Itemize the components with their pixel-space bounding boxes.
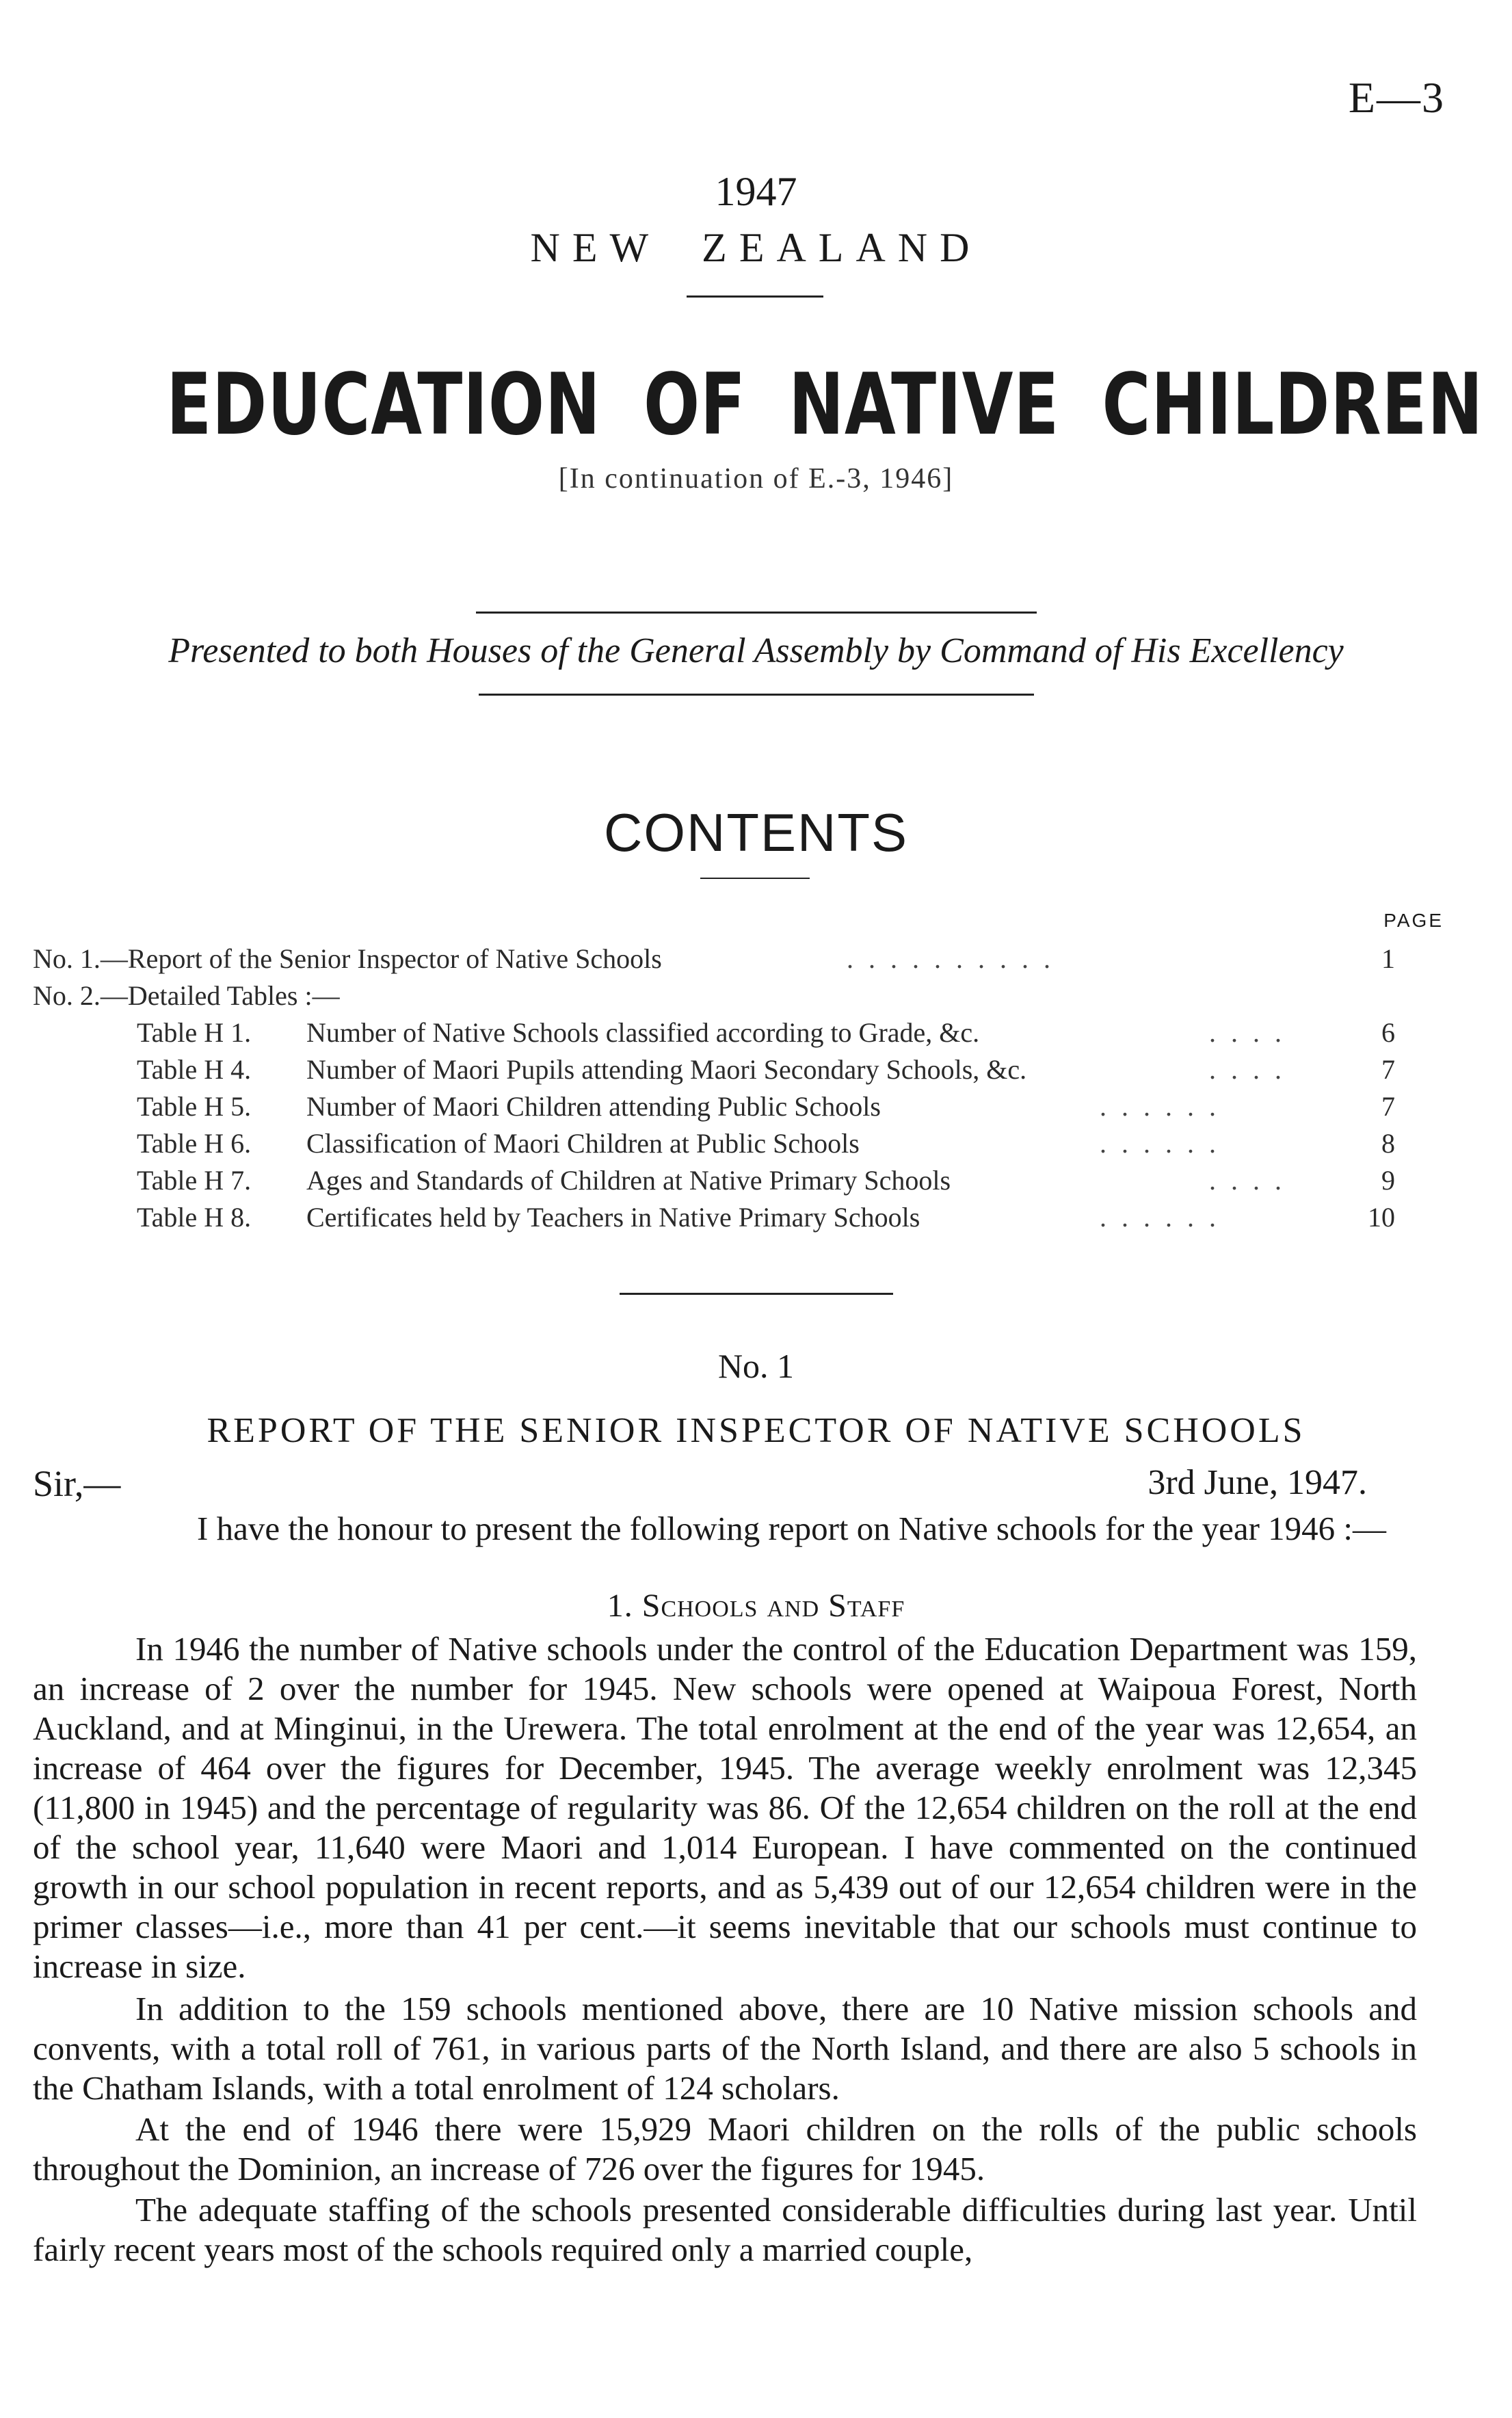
toc-entry-label: Table H 5.	[137, 1091, 252, 1122]
report-year: 1947	[715, 169, 797, 214]
toc-entry[interactable]	[33, 943, 1395, 977]
toc-entry[interactable]	[33, 1164, 1395, 1198]
toc-entry-label: No. 1.—Report of the Senior Inspector of Native Schools	[33, 943, 662, 974]
toc-entry-label: Table H 7.	[137, 1165, 252, 1196]
toc-entry[interactable]	[33, 1201, 1395, 1235]
toc-entry-page: 1	[1381, 943, 1395, 974]
toc-entry-page: 7	[1381, 1054, 1395, 1085]
toc-entry-page: 6	[1381, 1017, 1395, 1048]
intro-paragraph: I have the honour to present the following report on Native schools for the year 1946 :—	[197, 1510, 1387, 1547]
country-word-1: NEW	[530, 225, 661, 270]
report-number: No. 1	[717, 1347, 795, 1385]
title-word-4: CHILDREN	[1102, 356, 1484, 454]
toc-entry-page: 10	[1368, 1202, 1395, 1233]
document-title	[166, 356, 1484, 454]
toc-entry	[33, 980, 1395, 1014]
body-paragraph-3: At the end of 1946 there were 15,929 Maori children on the rolls of the public schools throughout the Dominion, an increase of 726 over the figures for 1945.	[33, 2110, 1417, 2187]
toc-entry[interactable]	[33, 1016, 1395, 1051]
toc-entry-title: Number of Maori Pupils attending Maori Secondary Schools, &c.	[306, 1054, 1027, 1085]
toc-entry-label: Table H 6.	[137, 1128, 252, 1159]
header-divider	[687, 295, 823, 298]
toc-leader-dots: . . . . . . . . . .	[847, 943, 1055, 974]
toc-leader-dots: . . . . . .	[1100, 1202, 1220, 1233]
toc-entry-label: No. 2.—Detailed Tables :—	[33, 980, 340, 1011]
presented-rule-bottom	[479, 694, 1034, 696]
toc-entry-label: Table H 1.	[137, 1017, 252, 1048]
contents-heading: CONTENTS	[604, 802, 908, 863]
title-word-1: EDUCATION	[166, 356, 601, 454]
contents-divider	[700, 878, 810, 879]
body-paragraph-4: The adequate staffing of the schools presented considerable difficulties during last year. Until fairly recent years most of the schools required only a married couple,	[33, 2191, 1417, 2268]
toc-entry[interactable]	[33, 1053, 1395, 1088]
toc-entry-label: Table H 8.	[137, 1202, 252, 1233]
title-word-2: OF	[643, 356, 746, 454]
presented-rule-top	[476, 612, 1037, 614]
document-subtitle: [In continuation of E.-3, 1946]	[558, 463, 954, 495]
toc-leader-dots: . . . . . .	[1100, 1091, 1220, 1122]
toc-entry-page: 9	[1381, 1165, 1395, 1196]
toc-leader-dots: . . . .	[1209, 1054, 1286, 1085]
letter-date: 3rd June, 1947.	[1148, 1463, 1367, 1502]
toc-entry-label: Table H 4.	[137, 1054, 252, 1085]
toc-entry-page: 7	[1381, 1091, 1395, 1122]
toc-entry[interactable]	[33, 1090, 1395, 1125]
toc-leader-dots: . . . .	[1209, 1017, 1286, 1048]
report-title: REPORT OF THE SENIOR INSPECTOR OF NATIVE SCHOOLS	[207, 1411, 1305, 1450]
toc-entry-title: Number of Native Schools classified according to Grade, &c.	[306, 1017, 980, 1048]
country-word-2: ZEALAND	[702, 225, 982, 270]
presented-line: Presented to both Houses of the General Assembly by Command of His Excellency	[168, 631, 1344, 670]
body-paragraph-2: In addition to the 159 schools mentioned above, there are 10 Native mission schools and convents, with a total roll of 761, in various parts of the North Island, and there are also 5 schools in the Chatham Islands, with a total enrolment of 124 scholars.	[33, 1990, 1417, 2107]
salutation: Sir,—	[33, 1463, 121, 1504]
toc-entry-title: Number of Maori Children attending Public Schools	[306, 1091, 881, 1122]
page-column-label: PAGE	[1383, 910, 1444, 931]
toc-entry-title: Ages and Standards of Children at Native Primary Schools	[306, 1165, 951, 1196]
toc-entry-title: Classification of Maori Children at Public Schools	[306, 1128, 860, 1159]
body-paragraph-1: In 1946 the number of Native schools under the control of the Education Department was 159, an increase of 2 over the number for 1945. New schools were opened at Waipoua Forest, North Auckland, and at Minginui, in the Urewera. The total enrolment at the end of the year was 12,654, an increase of 464 over the figures for December, 1945. The average weekly enrolment was 12,345 (11,800 in 1945) and the percentage of regularity was 86. Of the 12,654 children on the roll at the end of the school year, 11,640 were Maori and 1,014 European. I have commented on the continued growth in our school population in recent reports, and as 5,439 out of our 12,654 children were in the primer classes—i.e., more than 41 per cent.—it seems inevitable that our schools must continue to increase in size.	[33, 1630, 1417, 1985]
toc-entry-title: Certificates held by Teachers in Native Primary Schools	[306, 1202, 920, 1233]
toc-entry[interactable]	[33, 1127, 1395, 1161]
toc-entry-page: 8	[1381, 1128, 1395, 1159]
section-divider	[620, 1293, 893, 1295]
toc-leader-dots: . . . . . .	[1100, 1128, 1220, 1159]
page-identifier: E—3	[1348, 73, 1445, 122]
title-word-3: NATIVE	[788, 356, 1060, 454]
toc-leader-dots: . . . .	[1209, 1165, 1286, 1196]
section-heading: 1. Schools and Staff	[607, 1588, 905, 1624]
country-name	[0, 224, 1512, 272]
